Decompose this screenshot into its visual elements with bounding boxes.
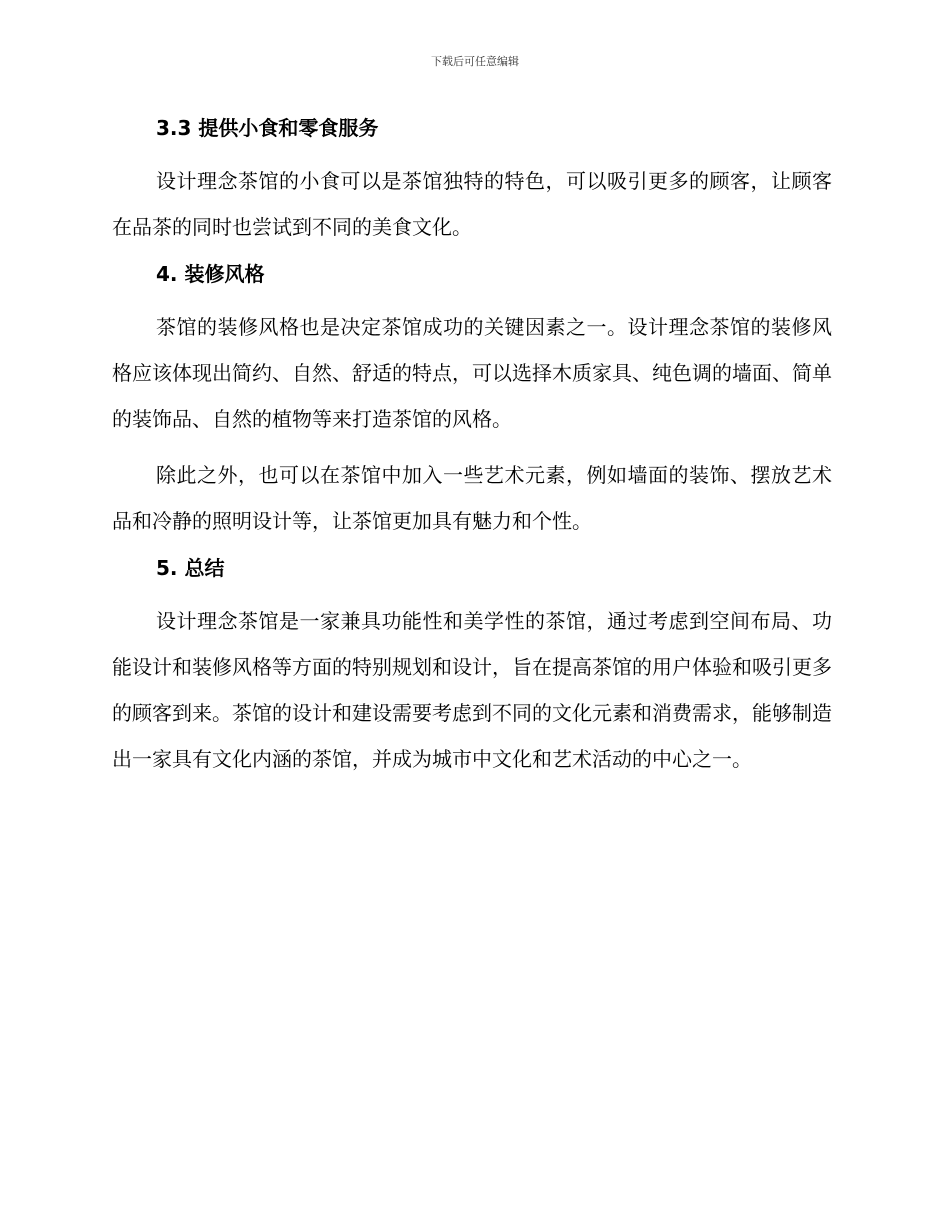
document-body: [112, 108, 832, 792]
header-note: 下载后可任意编辑: [431, 55, 519, 68]
section-heading: 5. 总结: [156, 556, 225, 580]
section-heading: 3.3 提供小食和零食服务: [156, 116, 379, 140]
paragraph: 设计理念茶馆的小食可以是茶馆独特的特色，可以吸引更多的顾客，让顾客在品茶的同时也尝试到不同的美食文化。: [112, 169, 832, 239]
paragraph: 茶馆的装修风格也是决定茶馆成功的关键因素之一。设计理念茶馆的装修风格应该体现出简约、自然、舒适的特点，可以选择木质家具、纯色调的墙面、简单的装饰品、自然的植物等来打造茶馆的风格。: [112, 315, 832, 431]
section-heading: 4. 装修风格: [156, 262, 265, 286]
section-4: [112, 260, 832, 544]
section-5: [112, 554, 832, 782]
paragraph: 设计理念茶馆是一家兼具功能性和美学性的茶馆，通过考虑到空间布局、功能设计和装修风格等方面的特别规划和设计，旨在提高茶馆的用户体验和吸引更多的顾客到来。茶馆的设计和建设需要考虑到不同的文化元素和消费需求，能够制造出一家具有文化内涵的茶馆，并成为城市中文化和艺术活动的中心之一。: [112, 609, 832, 771]
section-3-3: [112, 114, 832, 250]
paragraph: 除此之外，也可以在茶馆中加入一些艺术元素，例如墙面的装饰、摆放艺术品和冷静的照明设计等，让茶馆更加具有魅力和个性。: [112, 463, 832, 533]
